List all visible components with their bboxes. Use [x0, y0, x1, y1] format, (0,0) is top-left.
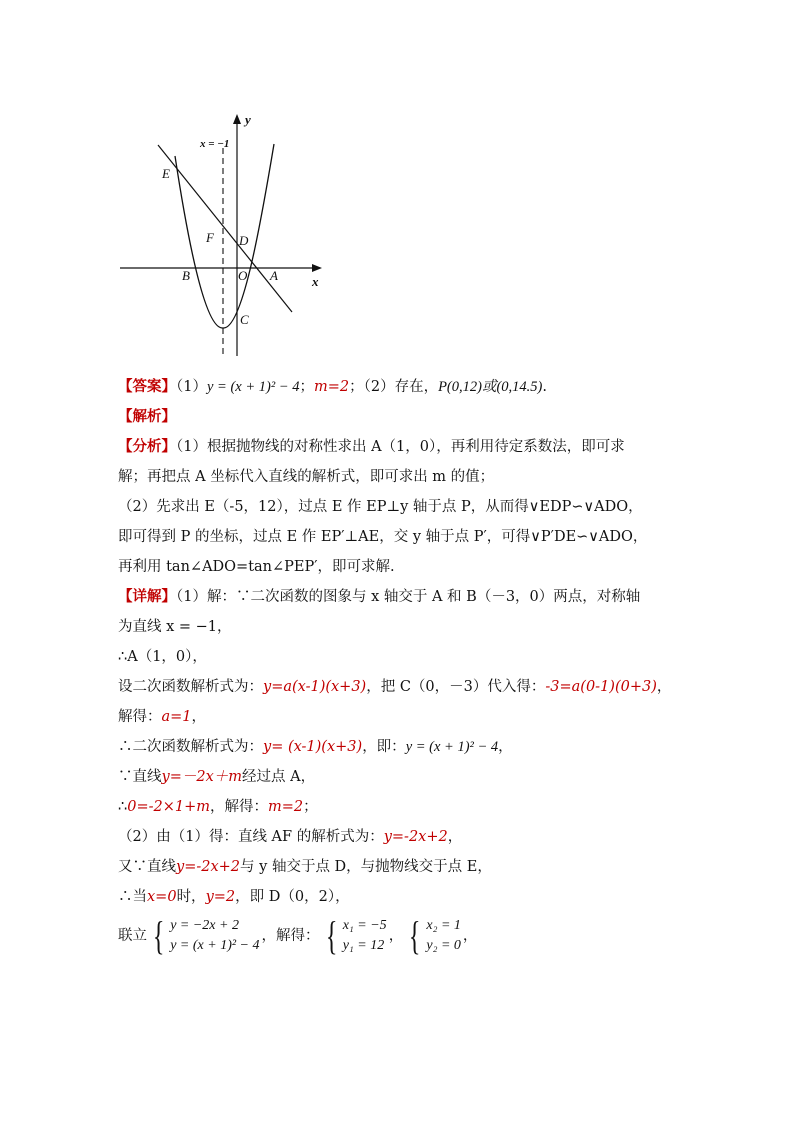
brace-3: {: [409, 913, 421, 958]
xiangjie-line-12: 联立 { y = −2x + 2 y = (x + 1)² − 4 ，解得： { x₁ = −5 y₁ = 12 ， { x₂ = 1 y₂ = 0 ，: [118, 913, 478, 958]
fenxi-line-2: 解；再把点 A 坐标代入直线的解析式，即可求出 m 的值；: [118, 469, 495, 485]
analysis-heading: 【解析】: [118, 408, 176, 425]
solution-system-1: { x₁ = −5 y₁ = 12: [325, 913, 387, 958]
point-c-label: C: [240, 312, 249, 327]
point-b-label: B: [182, 268, 190, 283]
point-a-label: A: [270, 268, 278, 283]
point-o-label: O: [238, 268, 248, 283]
solution-text: [118, 372, 688, 960]
answer-tag: 【答案】: [118, 378, 176, 395]
fenxi-line-1: 【分析】（1）根据抛物线的对称性求出 A（1，0），再利用待定系数法，即可求: [118, 438, 625, 455]
y-axis-label: y: [245, 112, 251, 127]
parabola-figure: [112, 108, 332, 364]
point-d-label: D: [239, 233, 249, 248]
figure-svg: [112, 108, 332, 364]
brace-1: {: [152, 913, 165, 958]
xiangjie-line-11: ∴当x=0时，y=2，即 D（0，2），: [118, 889, 350, 905]
parabola-curve: [175, 144, 274, 328]
xiangjie-line-9: （2）由（1）得：直线 AF 的解析式为：y=-2x+2，: [118, 829, 463, 845]
fenxi-line-3: （2）先求出 E（-5，12），过点 E 作 EP⊥y 轴于点 P，从而得∨EDP∽∨ADO，: [118, 499, 643, 515]
answer-equation: y = (x + 1)² − 4: [206, 379, 300, 395]
y-axis-arrow: [233, 114, 241, 124]
fenxi-line-5: 再利用 tan∠ADO=tan∠PEP′，即可求解.: [118, 559, 395, 575]
fenxi-line-4: 即可得到 P 的坐标，过点 E 作 EP′⊥AE，交 y 轴于点 P′，可得∨P′DE∽∨ADO，: [118, 529, 648, 545]
brace-2: {: [325, 913, 337, 958]
point-e-label: E: [162, 166, 170, 181]
answer-point-p: P(0,12)或(0,14.5): [438, 379, 543, 395]
xiangjie-line-6: ∴二次函数解析式为：y= (x-1)(x+3)，即：y = (x + 1)² − 4，: [118, 739, 513, 755]
xiangjie-line-3: ∴A（1，0），: [118, 649, 207, 665]
xiangjie-line-8: ∴0=-2×1+m，解得：m=2；: [118, 799, 318, 815]
equation-system-1: { y = −2x + 2 y = (x + 1)² − 4: [152, 913, 260, 958]
answer-line: 【答案】（1）y = (x + 1)² − 4；m=2；（2）存在，P(0,12)或(0,14.5).: [118, 378, 547, 395]
solution-system-2: { x₂ = 1 y₂ = 0: [409, 913, 461, 958]
x-axis-arrow: [312, 264, 322, 272]
xiangjie-line-4: 设二次函数解析式为：y=a(x-1)(x+3)，把 C（0，－3）代入得：-3=a(0-1)(0+3)，: [118, 679, 672, 695]
xiangjie-line-10: 又∵直线y=-2x+2与 y 轴交于点 D，与抛物线交于点 E，: [118, 859, 492, 875]
xiangjie-line-7: ∵直线y=－2x＋m经过点 A，: [118, 769, 316, 785]
line-ae: [158, 145, 292, 312]
x-axis-label: x: [312, 274, 319, 289]
point-f-label: F: [206, 230, 214, 245]
xiangjie-line-2: 为直线 x = −1，: [118, 619, 232, 635]
xiangjie-line-5: 解得：a=1，: [118, 709, 207, 725]
xiangjie-line-1: 【详解】（1）解：∵二次函数的图象与 x 轴交于 A 和 B（－3，0）两点，对称轴: [118, 588, 641, 605]
axis-equation-label: x = −1: [200, 138, 230, 150]
